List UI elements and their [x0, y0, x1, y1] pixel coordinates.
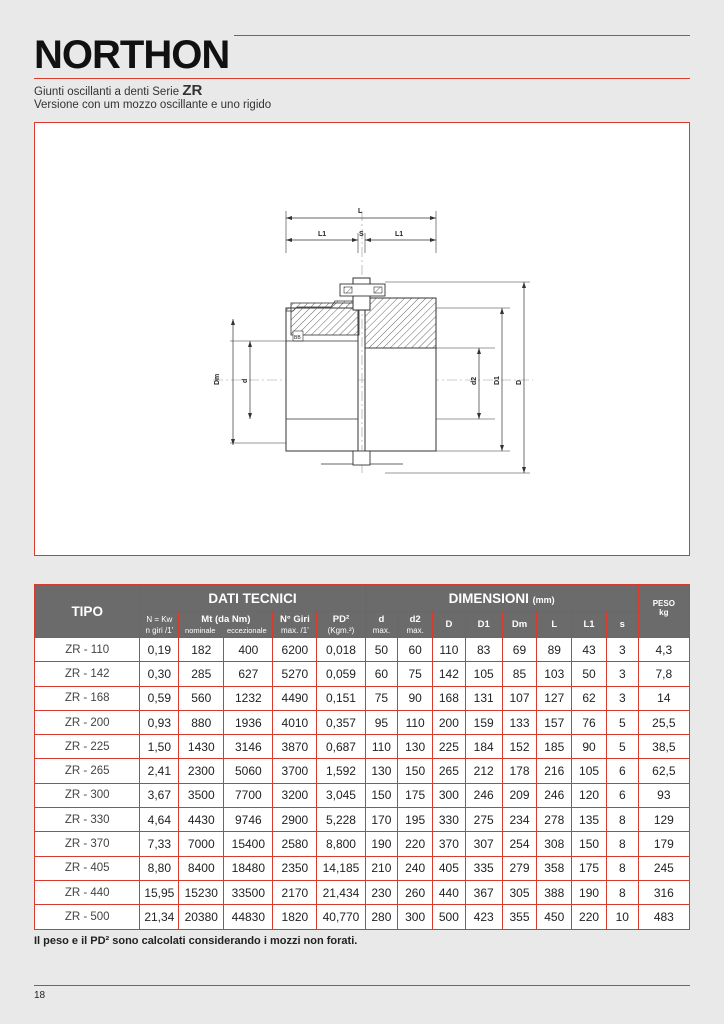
table-cell: 8 [606, 856, 638, 880]
table-cell: 40,770 [317, 905, 365, 929]
col-pd2 [317, 612, 365, 638]
table-cell: 90 [572, 735, 607, 759]
table-cell: 14,185 [317, 856, 365, 880]
header-rule-top [234, 35, 690, 36]
group-dimensioni [365, 585, 638, 612]
table-row [35, 759, 690, 783]
table-cell: 103 [537, 662, 572, 686]
table-header-row-1 [35, 585, 690, 612]
table-cell: 152 [502, 735, 537, 759]
table-cell: 212 [465, 759, 502, 783]
table-cell: 1,592 [317, 759, 365, 783]
table-cell: 21,34 [140, 905, 179, 929]
table-cell: 15,95 [140, 880, 179, 904]
table-cell: 142 [433, 662, 466, 686]
table-cell: 3 [606, 662, 638, 686]
table-cell: 10 [606, 905, 638, 929]
label-s: S [359, 231, 364, 238]
table-cell: 105 [572, 759, 607, 783]
cell-tipo: ZR - 110 [35, 638, 140, 662]
label-D: D [516, 379, 523, 385]
table-cell: 0,59 [140, 686, 179, 710]
label-d: d [242, 378, 249, 383]
table-row [35, 783, 690, 807]
table-row [35, 880, 690, 904]
table-cell: 216 [537, 759, 572, 783]
label-L1-right: L1 [395, 231, 404, 238]
table-cell: 5 [606, 735, 638, 759]
table-cell: 175 [572, 856, 607, 880]
col-peso [638, 585, 689, 638]
table-cell: 133 [502, 710, 537, 734]
table-cell: 0,018 [317, 638, 365, 662]
table-cell: 405 [433, 856, 466, 880]
table-cell: 75 [398, 662, 433, 686]
table-cell: 15230 [179, 880, 224, 904]
table-cell: 5,228 [317, 808, 365, 832]
table-cell: 3 [606, 638, 638, 662]
northon-logo [34, 32, 230, 72]
table-cell: 8 [606, 832, 638, 856]
table-row [35, 808, 690, 832]
table-cell: 135 [572, 808, 607, 832]
dimensioni-unit: (mm) [532, 594, 555, 605]
header [34, 32, 690, 76]
table-cell: 4430 [179, 808, 224, 832]
table-cell: 240 [398, 856, 433, 880]
table-cell: 7,8 [638, 662, 689, 686]
table-cell: 1936 [224, 710, 273, 734]
header-rule-bottom [34, 78, 690, 79]
table-cell: 3200 [273, 783, 317, 807]
table-cell: 388 [537, 880, 572, 904]
series-name: ZR [182, 82, 203, 99]
label-L: L [358, 208, 363, 215]
table-row [35, 686, 690, 710]
table-cell: 1232 [224, 686, 273, 710]
table-cell: 245 [638, 856, 689, 880]
col-ngiri [273, 612, 317, 638]
cell-tipo: ZR - 405 [35, 856, 140, 880]
table-cell: 190 [365, 832, 398, 856]
table-cell: 8,800 [317, 832, 365, 856]
mt-label: Mt (da Nm) [201, 613, 251, 625]
table-cell: 0,357 [317, 710, 365, 734]
table-cell: 308 [537, 832, 572, 856]
table-cell: 6 [606, 783, 638, 807]
col-L: L [537, 612, 572, 638]
table-cell: 2580 [273, 832, 317, 856]
table-cell: 0,30 [140, 662, 179, 686]
table-cell: 400 [224, 638, 273, 662]
col-nkw [140, 612, 179, 638]
col-d2 [398, 612, 433, 638]
table-cell: 190 [572, 880, 607, 904]
table-cell: 178 [502, 759, 537, 783]
table-cell: 220 [572, 905, 607, 929]
table-cell: 307 [465, 832, 502, 856]
table-cell: 367 [465, 880, 502, 904]
table-cell: 305 [502, 880, 537, 904]
d-label: d [378, 613, 385, 625]
table-row [35, 905, 690, 929]
col-mt [179, 612, 273, 638]
table-cell: 225 [433, 735, 466, 759]
table-cell: 110 [398, 710, 433, 734]
table-cell: 170 [365, 808, 398, 832]
table-cell: 0,93 [140, 710, 179, 734]
table-cell: 83 [465, 638, 502, 662]
table-cell: 8400 [179, 856, 224, 880]
table-cell: 18480 [224, 856, 273, 880]
table-cell: 184 [465, 735, 502, 759]
ngiri-sub: max. /1' [281, 625, 309, 635]
table-cell: 246 [537, 783, 572, 807]
table-cell: 14 [638, 686, 689, 710]
table-cell: 880 [179, 710, 224, 734]
table-cell: 76 [572, 710, 607, 734]
table-cell: 62,5 [638, 759, 689, 783]
table-cell: 130 [398, 735, 433, 759]
table-cell: 60 [365, 662, 398, 686]
page-number: 18 [34, 990, 46, 1001]
dimensioni-label: DIMENSIONI [448, 590, 529, 606]
table-cell: 3870 [273, 735, 317, 759]
group-dati-tecnici: DATI TECNICI [140, 585, 365, 612]
table-cell: 15400 [224, 832, 273, 856]
table-row [35, 735, 690, 759]
subtitle-line-1 [34, 84, 271, 99]
table-cell: 4,3 [638, 638, 689, 662]
table-cell: 0,19 [140, 638, 179, 662]
table-cell: 627 [224, 662, 273, 686]
table-cell: 335 [465, 856, 502, 880]
table-cell: 175 [398, 783, 433, 807]
table-row [35, 638, 690, 662]
table-cell: 20380 [179, 905, 224, 929]
table-cell: 300 [433, 783, 466, 807]
table-cell: 0,059 [317, 662, 365, 686]
table-cell: 129 [638, 808, 689, 832]
table-cell: 5060 [224, 759, 273, 783]
cell-tipo: ZR - 330 [35, 808, 140, 832]
table-cell: 7700 [224, 783, 273, 807]
label-D1: D1 [494, 376, 501, 385]
table-cell: 316 [638, 880, 689, 904]
table-body [35, 638, 690, 930]
label-B: BB [294, 335, 301, 341]
table-cell: 4490 [273, 686, 317, 710]
table-cell: 300 [398, 905, 433, 929]
specs-table-wrapper [34, 584, 690, 930]
subtitle [34, 84, 271, 112]
table-cell: 3 [606, 686, 638, 710]
table-cell: 275 [465, 808, 502, 832]
table-cell: 8 [606, 880, 638, 904]
col-D: D [433, 612, 466, 638]
table-cell: 3500 [179, 783, 224, 807]
d2-label: d2 [409, 613, 421, 625]
table-cell: 159 [465, 710, 502, 734]
technical-drawing [34, 122, 690, 556]
table-cell: 127 [537, 686, 572, 710]
table-cell: 1820 [273, 905, 317, 929]
table-cell: 150 [398, 759, 433, 783]
table-cell: 358 [537, 856, 572, 880]
cell-tipo: ZR - 440 [35, 880, 140, 904]
table-cell: 168 [433, 686, 466, 710]
label-d2: d2 [471, 376, 478, 385]
table-cell: 44830 [224, 905, 273, 929]
table-cell: 60 [398, 638, 433, 662]
table-cell: 265 [433, 759, 466, 783]
table-cell: 131 [465, 686, 502, 710]
table-cell: 90 [398, 686, 433, 710]
table-cell: 50 [365, 638, 398, 662]
footnote: Il peso e il PD² sono calcolati considerando i mozzi non forati. [34, 935, 358, 947]
table-cell: 7000 [179, 832, 224, 856]
table-cell: 38,5 [638, 735, 689, 759]
table-cell: 3,67 [140, 783, 179, 807]
table-cell: 50 [572, 662, 607, 686]
table-cell: 85 [502, 662, 537, 686]
cell-tipo: ZR - 200 [35, 710, 140, 734]
cell-tipo: ZR - 300 [35, 783, 140, 807]
peso-label: PESO [652, 599, 675, 608]
table-row [35, 662, 690, 686]
table-cell: 0,687 [317, 735, 365, 759]
table-cell: 4,64 [140, 808, 179, 832]
table-cell: 2,41 [140, 759, 179, 783]
pd2-label: PD² [332, 613, 350, 625]
table-cell: 3146 [224, 735, 273, 759]
table-cell: 6 [606, 759, 638, 783]
cell-tipo: ZR - 142 [35, 662, 140, 686]
table-cell: 185 [537, 735, 572, 759]
table-cell: 9746 [224, 808, 273, 832]
table-cell: 200 [433, 710, 466, 734]
table-cell: 120 [572, 783, 607, 807]
ngiri-label: N° Giri [280, 613, 310, 625]
table-cell: 182 [179, 638, 224, 662]
table-cell: 33500 [224, 880, 273, 904]
table-cell: 483 [638, 905, 689, 929]
table-cell: 150 [365, 783, 398, 807]
col-D1: D1 [465, 612, 502, 638]
table-cell: 2900 [273, 808, 317, 832]
table-cell: 62 [572, 686, 607, 710]
table-cell: 0,151 [317, 686, 365, 710]
mt-nominale: nominale [185, 625, 216, 635]
table-cell: 560 [179, 686, 224, 710]
table-cell: 69 [502, 638, 537, 662]
col-Dm: Dm [502, 612, 537, 638]
d2-sub: max. [406, 625, 424, 635]
coupling-drawing [35, 123, 688, 554]
col-L1: L1 [572, 612, 607, 638]
table-cell: 130 [365, 759, 398, 783]
table-cell: 5 [606, 710, 638, 734]
logo-text: NORTHON [34, 33, 230, 72]
cell-tipo: ZR - 168 [35, 686, 140, 710]
table-cell: 423 [465, 905, 502, 929]
table-cell: 330 [433, 808, 466, 832]
label-Dm: Dm [214, 373, 221, 385]
table-cell: 260 [398, 880, 433, 904]
table-cell: 3,045 [317, 783, 365, 807]
table-cell: 21,434 [317, 880, 365, 904]
table-cell: 2300 [179, 759, 224, 783]
table-cell: 234 [502, 808, 537, 832]
table-cell: 157 [537, 710, 572, 734]
table-cell: 500 [433, 905, 466, 929]
table-cell: 285 [179, 662, 224, 686]
table-cell: 8 [606, 808, 638, 832]
footer-rule [34, 985, 690, 986]
table-cell: 2350 [273, 856, 317, 880]
table-cell: 246 [465, 783, 502, 807]
table-cell: 5270 [273, 662, 317, 686]
table-cell: 43 [572, 638, 607, 662]
table-cell: 2170 [273, 880, 317, 904]
table-cell: 370 [433, 832, 466, 856]
pd2-sub: (Kgm.²) [327, 625, 355, 635]
table-cell: 3700 [273, 759, 317, 783]
table-cell: 440 [433, 880, 466, 904]
table-cell: 179 [638, 832, 689, 856]
table-cell: 93 [638, 783, 689, 807]
table-cell: 210 [365, 856, 398, 880]
col-d [365, 612, 398, 638]
table-cell: 110 [365, 735, 398, 759]
table-cell: 279 [502, 856, 537, 880]
table-cell: 4010 [273, 710, 317, 734]
table-cell: 1430 [179, 735, 224, 759]
table-cell: 1,50 [140, 735, 179, 759]
cell-tipo: ZR - 265 [35, 759, 140, 783]
d-sub: max. [372, 625, 391, 635]
nkw-bottom: n giri /1' [145, 625, 174, 635]
table-cell: 7,33 [140, 832, 179, 856]
table-cell: 105 [465, 662, 502, 686]
table-cell: 107 [502, 686, 537, 710]
table-cell: 209 [502, 783, 537, 807]
table-cell: 25,5 [638, 710, 689, 734]
subtitle-line-2: Versione con um mozzo oscillante e uno rigido [34, 99, 272, 111]
table-row [35, 710, 690, 734]
table-cell: 195 [398, 808, 433, 832]
cell-tipo: ZR - 500 [35, 905, 140, 929]
peso-unit: kg [659, 608, 669, 617]
table-cell: 6200 [273, 638, 317, 662]
specs-table [34, 584, 690, 930]
table-cell: 150 [572, 832, 607, 856]
table-cell: 110 [433, 638, 466, 662]
table-cell: 8,80 [140, 856, 179, 880]
table-cell: 280 [365, 905, 398, 929]
table-cell: 220 [398, 832, 433, 856]
table-row [35, 832, 690, 856]
table-cell: 254 [502, 832, 537, 856]
table-cell: 450 [537, 905, 572, 929]
table-cell: 89 [537, 638, 572, 662]
col-s: s [606, 612, 638, 638]
table-cell: 95 [365, 710, 398, 734]
label-L1-left: L1 [318, 231, 327, 238]
cell-tipo: ZR - 370 [35, 832, 140, 856]
table-cell: 230 [365, 880, 398, 904]
cell-tipo: ZR - 225 [35, 735, 140, 759]
nkw-top: N = Kw [146, 614, 173, 624]
table-cell: 355 [502, 905, 537, 929]
table-row [35, 856, 690, 880]
table-cell: 278 [537, 808, 572, 832]
mt-eccezionale: eccezionale [227, 625, 267, 635]
table-cell: 75 [365, 686, 398, 710]
subtitle-prefix: Giunti oscillanti a denti Serie [34, 86, 183, 98]
col-tipo: TIPO [35, 585, 140, 638]
